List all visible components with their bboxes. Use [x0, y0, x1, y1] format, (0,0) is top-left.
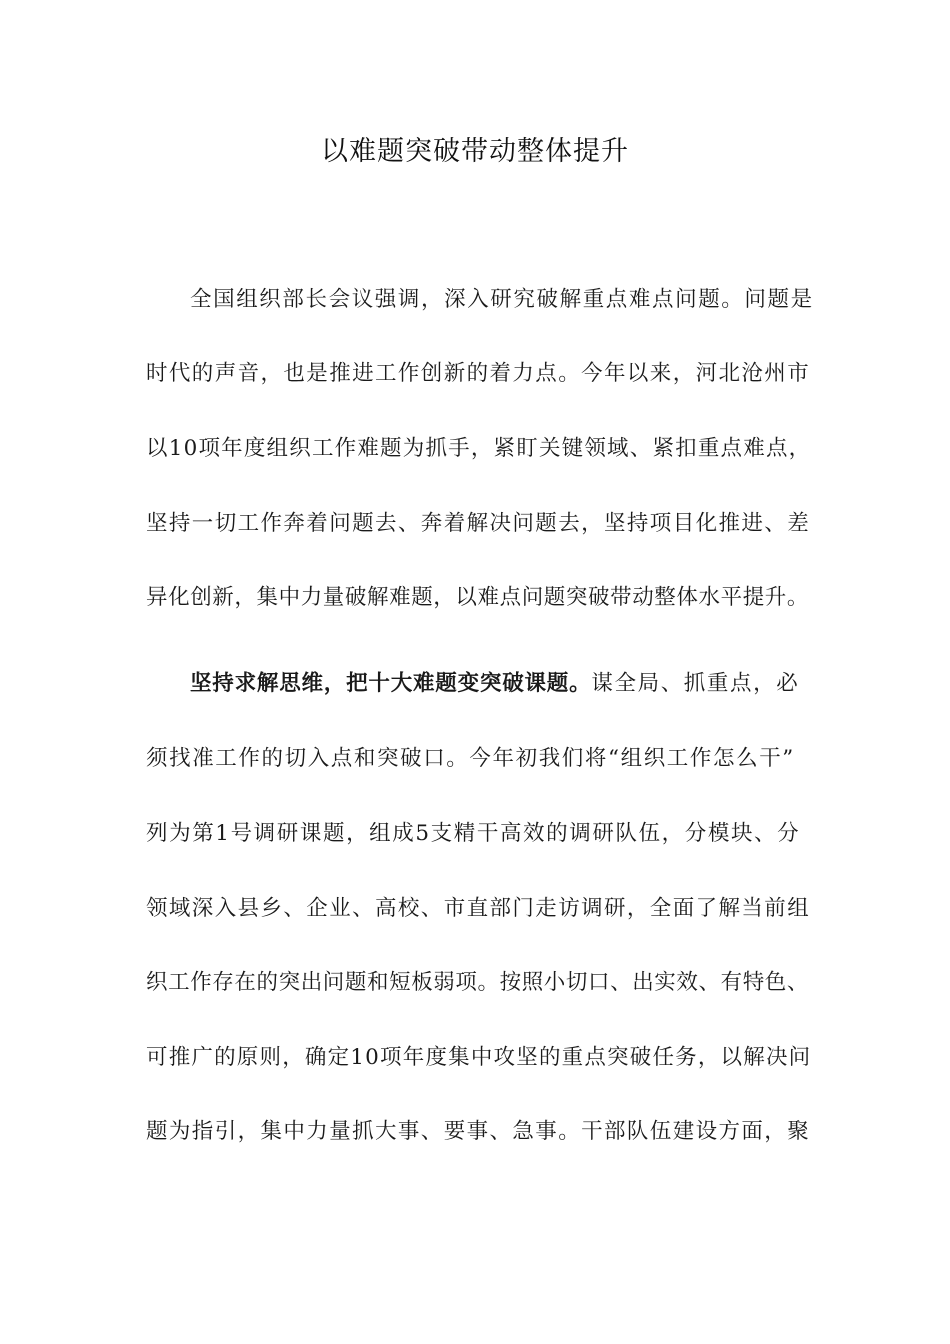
paragraph2-line-5: 织工作存在的突出问题和短板弱项。按照小切口、出实效、有特色、	[146, 970, 810, 995]
document-title: 以难题突破带动整体提升	[321, 136, 629, 167]
paragraph2-line-4: 领域深入县乡、企业、高校、市直部门走访调研，全面了解当前组	[146, 896, 811, 921]
paragraph2-line-1	[190, 669, 799, 699]
paragraph2-line-3: 列为第1号调研课题，组成5支精干高效的调研队伍，分模块、分	[146, 821, 801, 846]
paragraph2-heading: 坚持求解思维，把十大难题变突破课题。	[190, 671, 592, 696]
paragraph1-line-3: 以10项年度组织工作难题为抓手，紧盯关键领域、紧扣重点难点，	[146, 436, 812, 461]
paragraph1-line-4: 坚持一切工作奔着问题去、奔着解决问题去，坚持项目化推进、差	[146, 511, 811, 536]
paragraph1-line-2: 时代的声音，也是推进工作创新的着力点。今年以来，河北沧州市	[146, 361, 811, 386]
paragraph2-line-6: 可推广的原则，确定10项年度集中攻坚的重点突破任务，以解决问	[146, 1045, 812, 1070]
paragraph1-line-1: 全国组织部长会议强调，深入研究破解重点难点问题。问题是	[190, 287, 814, 312]
paragraph2-first-line-rest: 谋全局、抓重点，必	[591, 671, 800, 696]
paragraph1-line-5: 异化创新，集中力量破解难题，以难点问题突破带动整体水平提升。	[146, 585, 810, 610]
paragraph2-line-7: 题为指引，集中力量抓大事、要事、急事。干部队伍建设方面，聚	[146, 1119, 811, 1144]
paragraph2-line-2: 须找准工作的切入点和突破口。今年初我们将“组织工作怎么干”	[146, 746, 795, 771]
